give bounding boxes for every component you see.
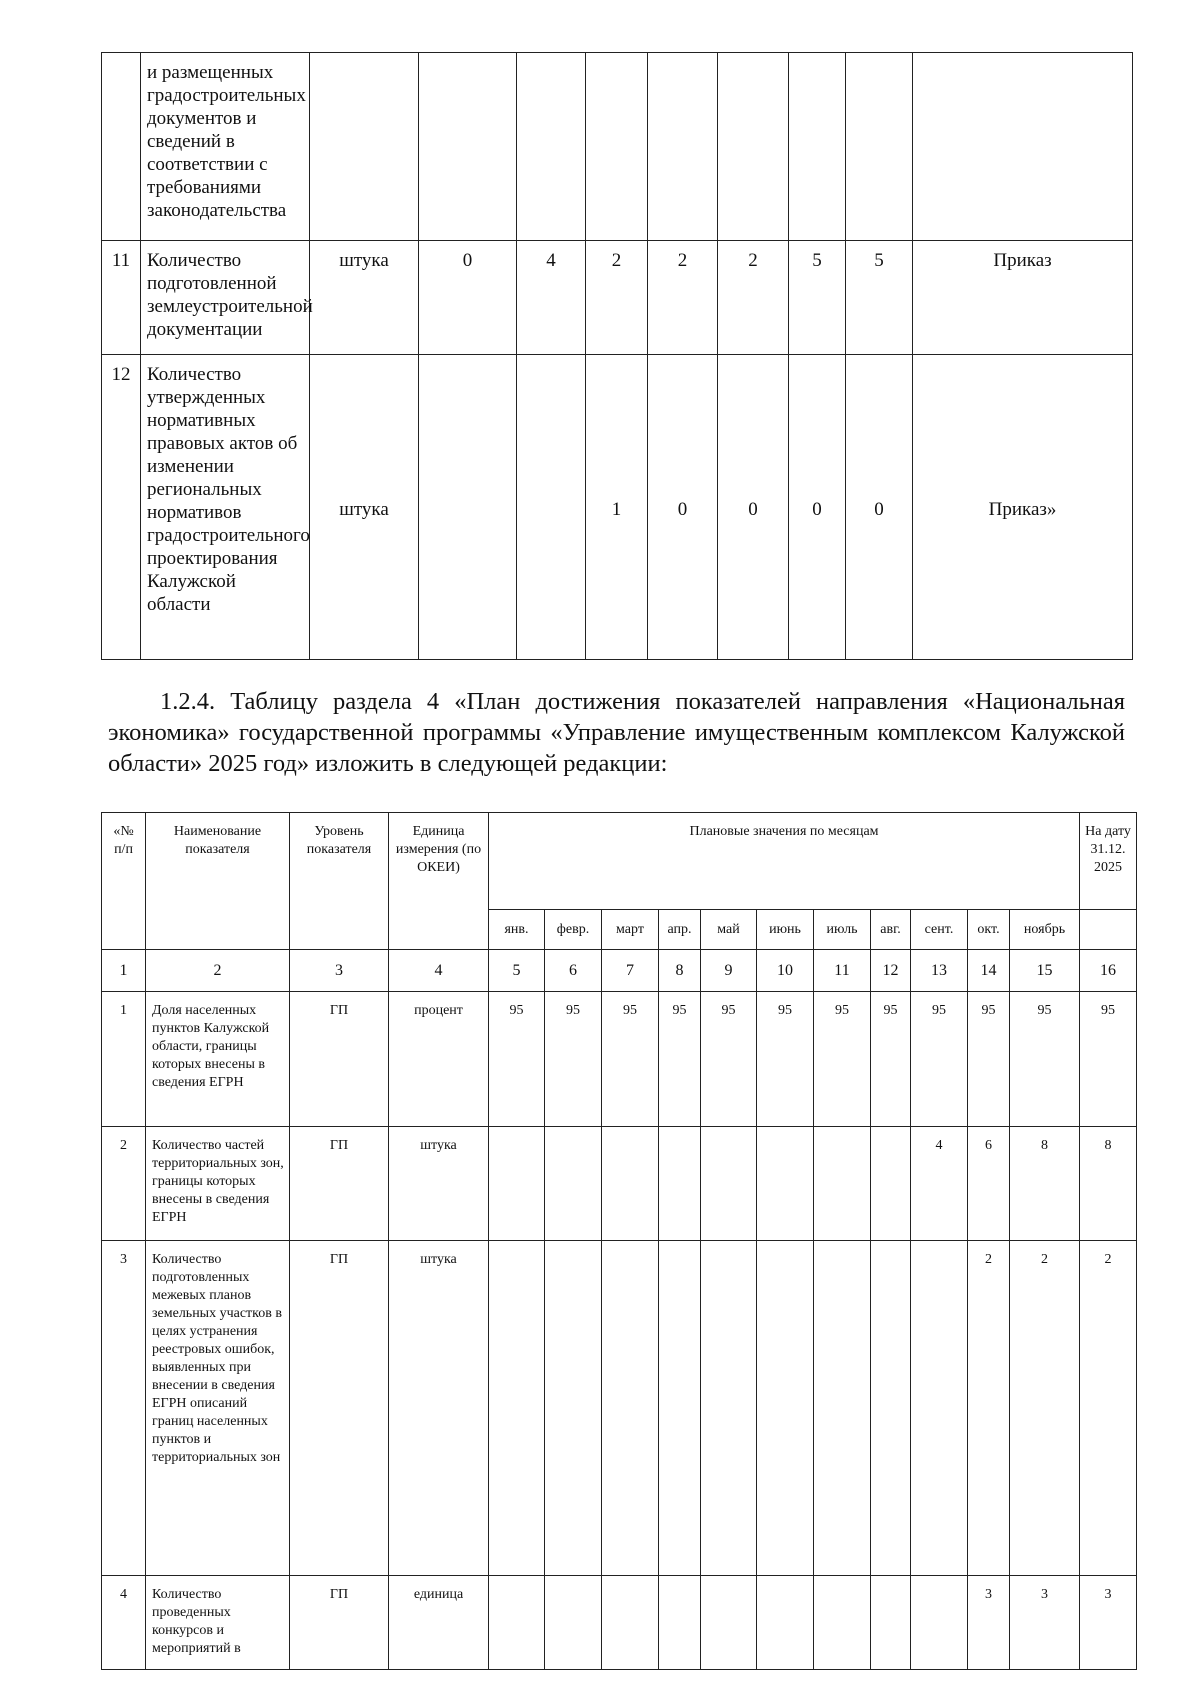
indicator-name: Количество проведенных конкурсов и мероприятий в — [146, 1576, 290, 1670]
value — [814, 1241, 871, 1576]
unit: штука — [310, 355, 419, 660]
value — [489, 1127, 545, 1241]
final-value: 3 — [1080, 1576, 1137, 1670]
value — [419, 355, 517, 660]
column-index: 6 — [545, 950, 602, 992]
table-row — [102, 355, 1133, 660]
indicator-level: ГП — [290, 1576, 389, 1670]
column-index: 4 — [389, 950, 489, 992]
column-index: 9 — [701, 950, 757, 992]
value — [814, 1576, 871, 1670]
value — [701, 1241, 757, 1576]
value: 95 — [814, 992, 871, 1127]
value: 95 — [489, 992, 545, 1127]
value — [911, 1241, 968, 1576]
document-type: Приказ — [913, 241, 1133, 355]
month-label: авг. — [871, 910, 911, 950]
month-label: март — [602, 910, 659, 950]
column-index: 10 — [757, 950, 814, 992]
column-index: 1 — [102, 950, 146, 992]
column-index: 2 — [146, 950, 290, 992]
value: 3 — [1010, 1576, 1080, 1670]
value — [871, 1241, 911, 1576]
table-row — [102, 992, 1137, 1127]
value — [871, 1576, 911, 1670]
value: 6 — [968, 1127, 1010, 1241]
value — [757, 1241, 814, 1576]
column-index: 13 — [911, 950, 968, 992]
row-number: 1 — [102, 992, 146, 1127]
value: 95 — [968, 992, 1010, 1127]
row-number: 3 — [102, 1241, 146, 1576]
indicators-table-continued — [101, 52, 1133, 660]
value: 0 — [718, 355, 789, 660]
column-index: 14 — [968, 950, 1010, 992]
month-label: май — [701, 910, 757, 950]
value — [659, 1241, 701, 1576]
value: 95 — [1010, 992, 1080, 1127]
table-row — [102, 1241, 1137, 1576]
value: 95 — [757, 992, 814, 1127]
value — [489, 1576, 545, 1670]
value — [545, 1127, 602, 1241]
header-num: «№ п/п — [102, 813, 146, 950]
indicator-name: Количество утвержденных нормативных правовых актов об изменении региональных нормативов градостроительного проектирования Калужской области — [141, 355, 310, 660]
unit: штука — [389, 1241, 489, 1576]
indicator-name: Количество подготовленных межевых планов земельных участков в целях устранения реестровых ошибок, выявленных при внесении в сведения ЕГРН описаний границ населенных пунктов и территориальных зон — [146, 1241, 290, 1576]
value: 8 — [1010, 1127, 1080, 1241]
indicator-level: ГП — [290, 992, 389, 1127]
value — [871, 1127, 911, 1241]
column-index: 15 — [1010, 950, 1080, 992]
value: 0 — [789, 355, 846, 660]
month-label: февр. — [545, 910, 602, 950]
unit: процент — [389, 992, 489, 1127]
header-row — [102, 813, 1137, 910]
amendment-paragraph — [108, 686, 1125, 779]
indicator-level: ГП — [290, 1241, 389, 1576]
value: 95 — [659, 992, 701, 1127]
value — [701, 1576, 757, 1670]
final-value: 95 — [1080, 992, 1137, 1127]
value: 5 — [789, 241, 846, 355]
value: 95 — [602, 992, 659, 1127]
indicator-name: Количество частей территориальных зон, границы которых внесены в сведения ЕГРН — [146, 1127, 290, 1241]
month-label: июль — [814, 910, 871, 950]
value: 95 — [871, 992, 911, 1127]
value: 0 — [846, 355, 913, 660]
value: 3 — [968, 1576, 1010, 1670]
row-number: 2 — [102, 1127, 146, 1241]
value: 2 — [968, 1241, 1010, 1576]
value — [545, 1576, 602, 1670]
value — [911, 1576, 968, 1670]
table-row — [102, 53, 1133, 241]
unit: единица — [389, 1576, 489, 1670]
value — [602, 1127, 659, 1241]
column-index: 7 — [602, 950, 659, 992]
value — [701, 1127, 757, 1241]
column-index-row — [102, 950, 1137, 992]
value — [757, 1127, 814, 1241]
column-index: 11 — [814, 950, 871, 992]
final-value: 8 — [1080, 1127, 1137, 1241]
value: 95 — [911, 992, 968, 1127]
header-level: Уровень показателя — [290, 813, 389, 950]
value — [659, 1127, 701, 1241]
plan-table — [101, 812, 1137, 1670]
final-value: 2 — [1080, 1241, 1137, 1576]
value — [489, 1241, 545, 1576]
paragraph-text: 1.2.4. Таблицу раздела 4 «План достижения показателей направления «Национальная экономика» государственной программы «Управление имущественным комплексом Калужской области» 2025 год» изложить в следующей редакции: — [108, 688, 1125, 777]
month-label: апр. — [659, 910, 701, 950]
unit: штука — [389, 1127, 489, 1241]
value: 5 — [846, 241, 913, 355]
value — [602, 1241, 659, 1576]
value: 0 — [419, 241, 517, 355]
table-row — [102, 1127, 1137, 1241]
month-label: сент. — [911, 910, 968, 950]
row-number: 11 — [102, 241, 141, 355]
row-number: 4 — [102, 1576, 146, 1670]
column-index: 12 — [871, 950, 911, 992]
month-label: окт. — [968, 910, 1010, 950]
indicator-name: Доля населенных пунктов Калужской области, границы которых внесены в сведения ЕГРН — [146, 992, 290, 1127]
header-name: Наименование показателя — [146, 813, 290, 950]
month-label: июнь — [757, 910, 814, 950]
value: 4 — [517, 241, 586, 355]
value — [545, 1241, 602, 1576]
indicator-level: ГП — [290, 1127, 389, 1241]
indicator-name: и размещенных градостроительных документов и сведений в соответствии с требованиями законодательства — [141, 53, 310, 241]
document-type: Приказ» — [913, 355, 1133, 660]
table-row — [102, 1576, 1137, 1670]
value — [659, 1576, 701, 1670]
month-label: ноябрь — [1010, 910, 1080, 950]
table-row — [102, 241, 1133, 355]
value: 95 — [545, 992, 602, 1127]
column-index: 8 — [659, 950, 701, 992]
unit: штука — [310, 241, 419, 355]
indicator-name: Количество подготовленной землеустроительной документации — [141, 241, 310, 355]
value — [602, 1576, 659, 1670]
value — [517, 355, 586, 660]
header-final: На дату 31.12. 2025 — [1080, 813, 1137, 910]
value: 2 — [718, 241, 789, 355]
header-plan: Плановые значения по месяцам — [489, 813, 1080, 910]
column-index: 3 — [290, 950, 389, 992]
value: 4 — [911, 1127, 968, 1241]
header-unit: Единица измерения (по ОКЕИ) — [389, 813, 489, 950]
value — [757, 1576, 814, 1670]
value: 2 — [586, 241, 648, 355]
month-label: янв. — [489, 910, 545, 950]
value: 95 — [701, 992, 757, 1127]
value: 2 — [648, 241, 718, 355]
row-number: 12 — [102, 355, 141, 660]
value: 0 — [648, 355, 718, 660]
value — [814, 1127, 871, 1241]
column-index: 16 — [1080, 950, 1137, 992]
value: 2 — [1010, 1241, 1080, 1576]
value: 1 — [586, 355, 648, 660]
column-index: 5 — [489, 950, 545, 992]
